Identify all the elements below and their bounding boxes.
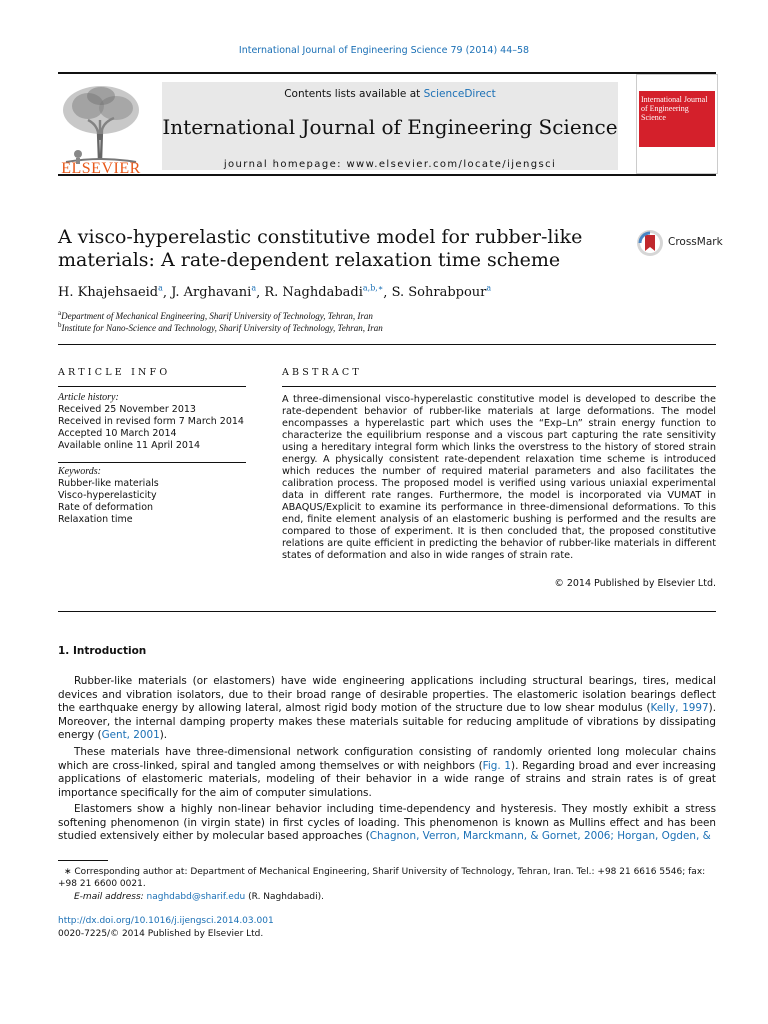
figure-1-link[interactable]: Fig. 1 bbox=[482, 759, 512, 772]
article-history bbox=[58, 392, 244, 452]
author-2[interactable]: J. Arghavani$^a$ bbox=[171, 284, 257, 301]
cover-title: International Journal of Engineering Science bbox=[641, 95, 708, 122]
journal-reference[interactable]: International Journal of Engineering Science 79 (2014) 44–58 bbox=[238, 45, 530, 56]
keywords-block bbox=[58, 466, 159, 526]
citation-kelly-1997[interactable]: Kelly, 1997 bbox=[650, 702, 709, 714]
keyword-item: Rate of deformation bbox=[58, 502, 154, 513]
issn-line: 0020-7225/© 2014 Published by Elsevier Ltd. bbox=[58, 929, 264, 939]
intro-paragraph-2: These materials have three-dimensional network configuration consisting of randomly oriented long molecular chains which are cross-linked, spiral and tangled among themselves or with neighbors (Fig. 1). Regarding broad and ever increasing applications of elastomeric materials, modeling of their behavior in a wide range of strains and strain rates is of great importance specifically for the aim of computer simulations. bbox=[58, 746, 716, 799]
header-bottom-rule bbox=[58, 174, 716, 176]
author-3[interactable]: R. Naghdabadi$^{a,b,∗}$ bbox=[264, 284, 384, 301]
history-online: Available online 11 April 2014 bbox=[58, 440, 201, 451]
journal-title: International Journal of Engineering Science bbox=[162, 115, 618, 139]
journal-cover-thumbnail[interactable] bbox=[636, 74, 718, 174]
elsevier-wordmark: ELSEVIER bbox=[61, 160, 141, 177]
crossmark-badge[interactable] bbox=[636, 229, 724, 257]
history-header: Article history: bbox=[58, 392, 119, 403]
journal-homepage[interactable]: journal homepage: www.elsevier.com/locate/ijengsci bbox=[223, 159, 557, 170]
masthead-band bbox=[162, 82, 618, 170]
email-link[interactable]: naghdabd@sharif.edu bbox=[146, 892, 246, 902]
doi-link[interactable]: http://dx.doi.org/10.1016/j.ijengsci.2014.03.001 bbox=[58, 916, 274, 926]
history-accepted: Accepted 10 March 2014 bbox=[58, 428, 177, 439]
keywords-rule bbox=[58, 462, 246, 463]
abstract-rule bbox=[282, 386, 716, 387]
contents-line bbox=[162, 88, 618, 100]
sciencedirect-link[interactable]: ScienceDirect bbox=[423, 88, 496, 100]
section-divider bbox=[58, 344, 716, 345]
keywords-header: Keywords: bbox=[58, 466, 101, 477]
article-title bbox=[58, 226, 618, 272]
author-list: H. Khajehsaeid$^a$, J. Arghavani$^a$, R. Naghdabadi$^{a,b,∗}$, S. Sohrabpour$^a$ bbox=[58, 284, 492, 301]
keyword-item: Rubber-like materials bbox=[58, 478, 159, 489]
corresponding-author-note: ∗ Corresponding author at: Department of Mechanical Engineering, Sharif University of Technology, Tehran, Iran. Tel.: +98 21 6616 5546; fax: +98 21 6600 0021. bbox=[58, 867, 706, 889]
contents-prefix: Contents lists available at bbox=[284, 88, 424, 100]
footnote-rule bbox=[58, 860, 108, 861]
citation-gent-2001[interactable]: Gent, 2001 bbox=[101, 729, 160, 741]
author-4[interactable]: S. Sohrabpour$^a$ bbox=[391, 284, 492, 301]
intro-paragraph-3: Elastomers show a highly non-linear behavior including time-dependency and hysteresis. They mostly exhibit a stress softening phenomenon (in virgin state) in first cycles of loading. This phenomenon is known as Mullins effect and has been studied extensively either by molecular based approaches (Chagnon, Verron, Marckmann, & Gornet, 2006; Horgan, Ogden, & bbox=[58, 803, 716, 842]
crossmark-icon bbox=[636, 229, 664, 257]
crossmark-label: CrossMark bbox=[668, 236, 723, 248]
abstract-label: ABSTRACT bbox=[282, 367, 362, 378]
author-1[interactable]: H. Khajehsaeid$^a$ bbox=[58, 284, 163, 301]
email-label: E-mail address: bbox=[74, 892, 147, 902]
intro-paragraph-1: Rubber-like materials (or elastomers) have wide engineering applications including structural bearings, tires, medical devices and vibration isolators, due to their broad range of desirable properties. The elastomeric isolation bearings deflect the earthquake energy by allowing lateral, almost rigid body motion of the structure due to low shear modulus (Kelly, 1997). Moreover, the internal damping property makes these materials suitable for reducing amplitude of vibrations by dissipating energy (Gent, 2001). bbox=[58, 675, 716, 741]
keyword-item: Relaxation time bbox=[58, 514, 133, 525]
citation-chagnon-2006[interactable]: Chagnon, Verron, Marckmann, & Gornet, 2006; Horgan, Ogden, & bbox=[369, 830, 711, 842]
section-heading-introduction: 1. Introduction bbox=[58, 645, 147, 657]
history-revised: Received in revised form 7 March 2014 bbox=[58, 416, 244, 427]
affiliation-a: $^a$Department of Mechanical Engineering, Sharif University of Technology, Tehran, Iran bbox=[58, 309, 373, 321]
abstract-copyright: © 2014 Published by Elsevier Ltd. bbox=[554, 578, 716, 589]
article-info-label: ARTICLE INFO bbox=[58, 367, 171, 378]
article-info-rule bbox=[58, 386, 246, 387]
article-title-line2: materials: A rate-dependent relaxation time scheme bbox=[58, 249, 561, 271]
history-received: Received 25 November 2013 bbox=[58, 404, 196, 415]
abstract-bottom-rule bbox=[58, 611, 716, 612]
article-title-line1: A visco-hyperelastic constitutive model for rubber-like bbox=[58, 226, 583, 248]
affiliation-b: $^b$Institute for Nano-Science and Technology, Sharif University of Technology, Tehran, Iran bbox=[58, 321, 383, 333]
keyword-item: Visco-hyperelasticity bbox=[58, 490, 157, 501]
email-note: E-mail address: naghdabd@sharif.edu (R. Naghdabadi). bbox=[74, 892, 324, 902]
abstract-text: A three-dimensional visco-hyperelastic constitutive model is developed to describe the rate-dependent behavior of rubber-like materials at large deformations. The model encompasses a hyperelastic part which uses the “Exp–Ln” strain energy function to characterize the equilibrium response and a viscous part capturing the rate sensitivity using a hereditary integral form which links the overstress to the history of stored strain energy. A physically consistent rate-dependent relaxation time scheme is introduced which reduces the number of required material parameters and also facilitates the calibration process. The proposed model is verified using various uniaxial experimental data in different rate ranges. Furthermore, the model is incorporated via VUMAT in ABAQUS/Explicit to examine its performance in three-dimensional deformations. To this end, finite element analysis of an elastomeric bushing is performed and the results are compared to those of experiment. It is then concluded that, the proposed constitutive relations are quite efficient in predicting the behavior of rubber-like materials in different states of deformation and also in wide ranges of strain rate. bbox=[282, 394, 716, 561]
journal-masthead bbox=[58, 74, 716, 178]
